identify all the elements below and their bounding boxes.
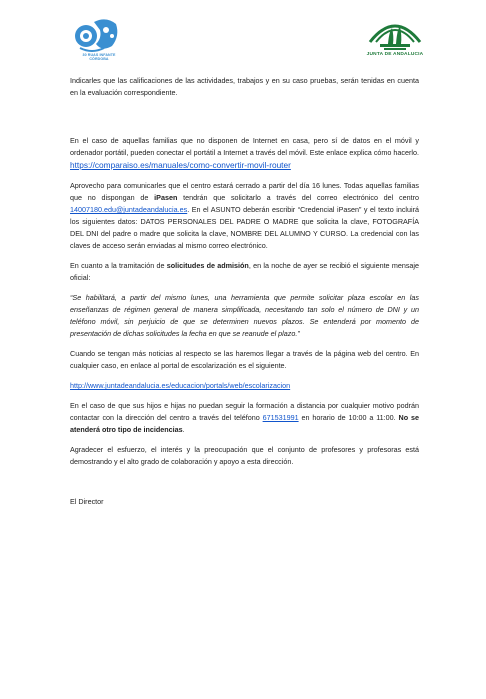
escolarizacion-link[interactable]: http://www.juntadeandalucia.es/educacion/portals/web/escolarizacion xyxy=(70,381,291,390)
paragraph-ipasen-text-c: . En el ASUNTO deberán escribir “Credencial iPasen” y el texto incluirá los siguientes datos: DATOS PERSONALES DEL PADRE O MADRE que solicita la clave, FOTOGRAFÍA DEL DNI del padre o madre que solicita la clave, NOMBRE DEL ALUMNO Y CURSO. La credencial con las claves de acceso serán enviadas al mismo correo electrónico. xyxy=(70,205,419,250)
paragraph-contact xyxy=(70,400,419,436)
paragraph-ipasen xyxy=(70,180,419,252)
ipasen-bold: iPasen xyxy=(154,193,178,202)
paragraph-contact-text-b: en horario de 10:00 a 11:00. xyxy=(298,413,399,422)
paragraph-ipasen-text-b: tendrán que solicitarlo a través del correo electrónico del centro xyxy=(177,193,419,202)
paragraph-admission-text-a: En cuanto a la tramitación de xyxy=(70,261,167,270)
paragraph-thanks: Agradecer el esfuerzo, el interés y la preocupación que el conjunto de profesores y profesoras está demostrando y el alto grado de colaboración y apoyo a esta dirección. xyxy=(70,445,419,466)
signature: El Director xyxy=(70,497,104,506)
official-quote xyxy=(70,292,419,340)
paragraph-contact-text-a: En el caso de que sus hijos e hijas no puedan seguir la formación a distancia por cualquier motivo podrán contactar con la dirección del centro a través del teléfono xyxy=(70,401,419,422)
paragraph-admission xyxy=(70,260,419,284)
school-name xyxy=(64,53,134,61)
letter-body xyxy=(70,75,419,508)
school-logo xyxy=(72,14,122,56)
paragraph-ipasen-text-a: Aprovecho para comunicarles que el centro estará cerrado a partir del día 16 lunes. Todas aquellas familias que no dispongan de xyxy=(70,181,419,202)
paragraph-evaluation: Indicarles que las calificaciones de las actividades, trabajos y en su caso pruebas, serán tenidas en cuenta en la evaluación correspondiente. xyxy=(70,76,419,97)
admission-bold: solicitudes de admisión xyxy=(166,261,249,270)
school-name-line1: 30 RUAS INFANTE xyxy=(82,53,116,57)
phone-link[interactable]: 671531991 xyxy=(262,413,299,422)
paragraph-escolarizacion-link xyxy=(70,380,419,392)
junta-name: JUNTA DE ANDALUCIA xyxy=(366,52,424,57)
router-manual-link[interactable]: https://comparaiso.es/manuales/como-convertir-movil-router xyxy=(70,160,291,170)
school-name-line2: CÓRDOBA xyxy=(89,57,109,62)
no-incidents-bold: No se atenderá otro tipo de incidencias xyxy=(70,413,420,434)
paragraph-web-news: Cuando se tengan más noticias al respecto se las haremos llegar a través de la página web del centro. En cualquier caso, en enlace al portal de escolarización es el siguiente. xyxy=(70,349,419,370)
paragraph-contact-text-c: . xyxy=(182,425,185,434)
school-email-link[interactable]: 14007180.edu@juntadeandalucia.es xyxy=(70,205,188,214)
paragraph-internet xyxy=(70,135,419,172)
paragraph-admission-text-b: , en la noche de ayer se recibió el siguiente mensaje oficial: xyxy=(70,261,420,282)
junta-logo xyxy=(358,14,432,54)
official-quote-text: “Se habilitará, a partir del mismo lunes, una herramienta que permite solicitar plaza escolar en las enseñanzas de régimen general de manera simplificada, necesitando tan solo el número de DNI y un teléfono móvil, sin perjuicio de que se determinen nuevos plazos. Se entenderá por momento de presentación de dichas solicitudes la fecha en que se reanude el plazo.” xyxy=(70,293,419,338)
paragraph-internet-text: En el caso de aquellas familias que no disponen de Internet en casa, pero sí de datos en el móvil y ordenador portátil, pueden conectar el portátil a Internet a través del móvil. Este enlace explica cómo hacerlo. xyxy=(70,136,419,157)
